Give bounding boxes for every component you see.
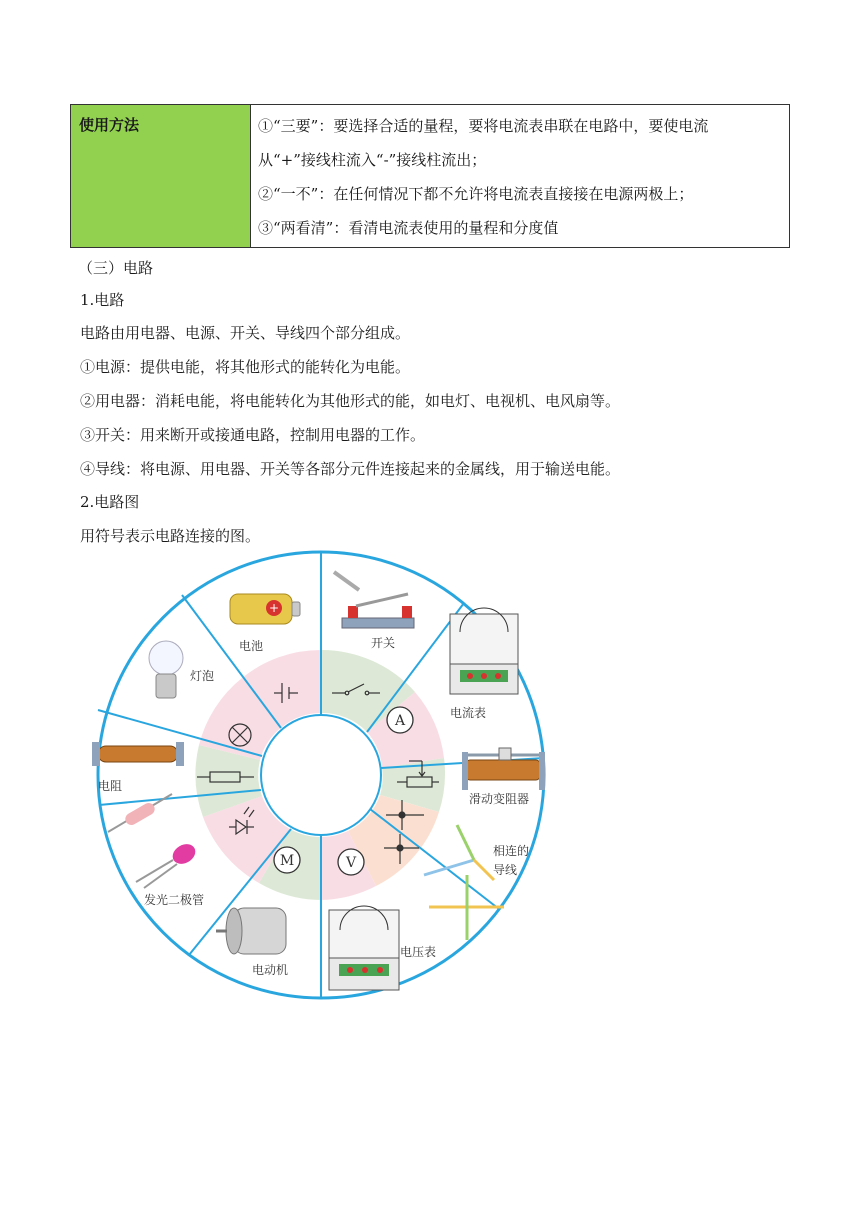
table-line-1: ①“三要”：要选择合适的量程，要将电流表串联在电路中，要使电流	[258, 117, 709, 135]
circuit-intro: 电路由用电器、电源、开关、导线四个部分组成。	[80, 324, 411, 342]
subheading-circuit: 1.电路	[80, 291, 125, 309]
label-battery: 电池	[239, 639, 264, 653]
battery-illustration	[230, 594, 300, 624]
ammeter-symbol	[387, 707, 413, 733]
table-line-2: 从“+”接线柱流入“-”接线柱流出；	[258, 151, 487, 169]
table-line-3: ②“一不”：在任何情况下都不允许将电流表直接接在电源两极上；	[258, 185, 694, 203]
subheading-diagram: 2.电路图	[80, 493, 140, 511]
label-motor: 电动机	[252, 963, 289, 977]
item-power-source: ①电源：提供电能，将其他形式的能转化为电能。	[80, 358, 411, 376]
junction-dot-2	[397, 845, 403, 851]
section-heading: （三）电路	[78, 259, 154, 277]
label-rheostat: 滑动变阻器	[469, 792, 530, 806]
junction-dot-1	[399, 812, 405, 818]
motor-symbol	[274, 847, 300, 873]
label-ammeter: 电流表	[450, 706, 487, 720]
item-switch: ③开关：用来断开或接通电路，控制用电器的工作。	[80, 426, 426, 444]
voltmeter-illustration	[329, 906, 399, 990]
label-wire-line2: 导线	[493, 863, 518, 877]
svg-text:M: M	[279, 853, 295, 869]
label-bulb: 灯泡	[190, 669, 215, 683]
label-voltmeter: 电压表	[400, 945, 437, 959]
center-hub	[261, 715, 381, 835]
label-switch: 开关	[371, 636, 396, 650]
voltmeter-symbol	[338, 849, 364, 875]
label-resistor: 电阻	[98, 779, 123, 793]
svg-text:V: V	[345, 855, 357, 871]
usage-table	[70, 104, 790, 248]
label-led: 发光二极管	[144, 893, 205, 907]
diagram-description: 用符号表示电路连接的图。	[80, 527, 261, 545]
item-appliance: ②用电器：消耗电能，将电能转化为其他形式的能，如电灯、电视机、电风扇等。	[80, 392, 621, 410]
table-content-cell	[251, 105, 789, 247]
table-header-cell: 使用方法	[71, 105, 251, 247]
table-line-4: ③“两看清”：看清电流表使用的量程和分度值	[258, 219, 559, 237]
svg-text:+: +	[268, 601, 280, 615]
label-wire-line1: 相连的	[493, 844, 530, 858]
item-wire: ④导线：将电源、用电器、开关等各部分元件连接起来的金属线，用于输送电能。	[80, 460, 621, 478]
ammeter-illustration	[450, 608, 518, 694]
svg-text:A: A	[394, 713, 406, 729]
circuit-symbols-wheel	[84, 550, 550, 1000]
